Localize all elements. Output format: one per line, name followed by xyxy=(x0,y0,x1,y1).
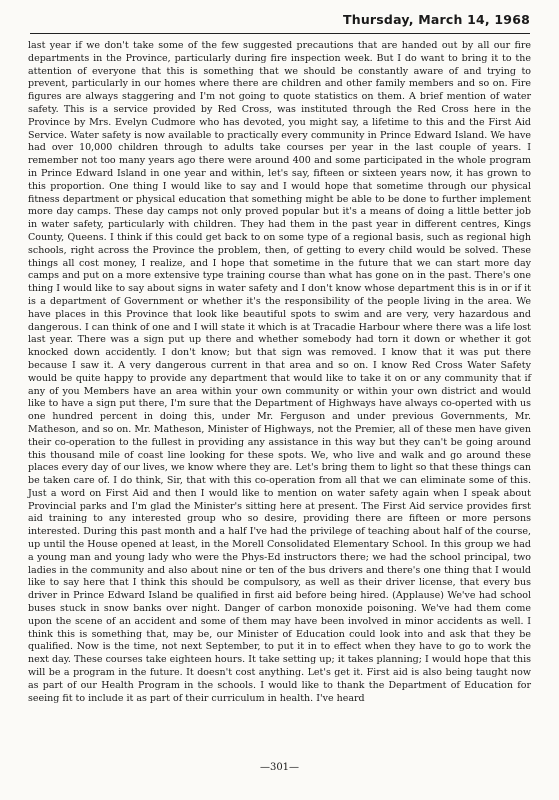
page-number: —301— xyxy=(259,762,300,773)
header-date: Thursday, March 14, 1968 xyxy=(343,12,530,27)
body-paragraph: last year if we don't take some of the few suggested precautions that are handed out by all our fire departments in the Province, particularly during fire inspection week. But I do want to bring it to the attention of everyone that this is something that we should be constantly aware of and trying to prevent, particularly in our homes where there are children and other family members and so on. Fire figures are always staggering and I'm not going to quote statistics on them. A brief mention of water safety. This is a service provided by Red Cross, was instituted through the Red Cross here in the Province by Mrs. Evelyn Cudmore who has devoted, you might say, a lifetime to this and the First Aid Service. Water safety is now available to practically every community in Prince Edward Island. We have had over 10,000 children through to adults take courses per year in the last couple of years. I remember not too many years ago there were around 400 and some participated in the whole program in Prince Edward Island in one year and within, let's say, fifteen or sixteen years now, it has grown to this proportion. One thing I would like to say and I would hope that sometime through our physical fitness department or physical education that something might be able to be done to further implement more day camps. These day camps not only proved popular but it's a means of doing a little better job in water safety, particularly with children. They had them in the past year in different centres, Kings County, Queens. I think if this could get back to on some type of a regional basis, such as regional high schools, right across the Province the problem, then, of getting to every child would be solved. These things all cost money, I realize, and I hope that sometime in the future that we can start more day camps and put on a more extensive type training course than what has gone on in the past. There's one thing I would like to say about signs in water safety and I don't know whose department this is in or if it is a department of Government or whether it's the responsibility of the people living in the area. We have places in this Province that look like beautiful spots to swim and are very, very hazardous and dangerous. I can think of one and I will state it which is at Tracadie Harbour where there was a life lost last year. There was a sign put up there and whether somebody had torn it down or whether it got knocked down accidently. I don't know; but that sign was removed. I know that it was put there because I saw it. A very dangerous current in that area and so on. I know Red Cross Water Safety would be quite happy to provide any department that would like to take it on or any community that if any of you Members have an area within your own community or within your own district and would like to have a sign put there, I'm sure that the Department of Highways have always co-operted with us one hundred percent in doing this, under Mr. Ferguson and under previous Governments, Mr. Matheson, and so on. Mr. Matheson, Minister of Highways, not the Premier, all of these men have given their co-operation to the fullest in providing any assistance in this way but they can't be going around this thousand mile of coast line looking for these spots. We, who live and walk and go around these places every day of our lives, we know where they are. Let's bring them to light so that these things can be taken care of. I do think, Sir, that with this co-operation from all that we can eliminate some of this. Just a word on First Aid and then I would like to mention on water safety again when I speak about Provincial parks and I'm glad the Minister's sitting here at present. The First Aid service provides first aid training to any interested group who so desire, providing there are fifteen or more persons interested. During this past month and a half I've had the privilege of teaching about half of the course, up until the House opened at least, in the Morell Consolidated Elementary School. In this group we had a young man and young lady who were the Phys-Ed instructors there; we had the school principal, two ladies in the community and also about nine or ten of the bus drivers and there's one thing that I would like to say here that I think this should be compulsory, as well as their driver license, that every bus driver in Prince Edward Island be qualified in first aid before being hired. (Applause) We've had school buses stuck in snow banks over night. Danger of carbon monoxide poisoning. We've had them come upon the scene of an accident and some of them may have been involved in minor accidents as well. I think this is something that, may be, our Minister of Education could look into and ask that they be qualified. Now is the time, not next September, to put it in to effect when they have to go to work the next day. These courses take eighteen hours. It take setting up; it takes planning; I would hope that this will be a program in the future. It doesn't cost anything. Let's get it. First aid is also being taught now as part of our Health Program in the schools. I would like to thank the Department of Education for seeing fit to include it as part of their curriculum in health. I've heard xyxy=(28,40,532,704)
header-rule xyxy=(30,33,530,34)
body-text xyxy=(28,40,531,705)
running-header xyxy=(30,12,530,32)
